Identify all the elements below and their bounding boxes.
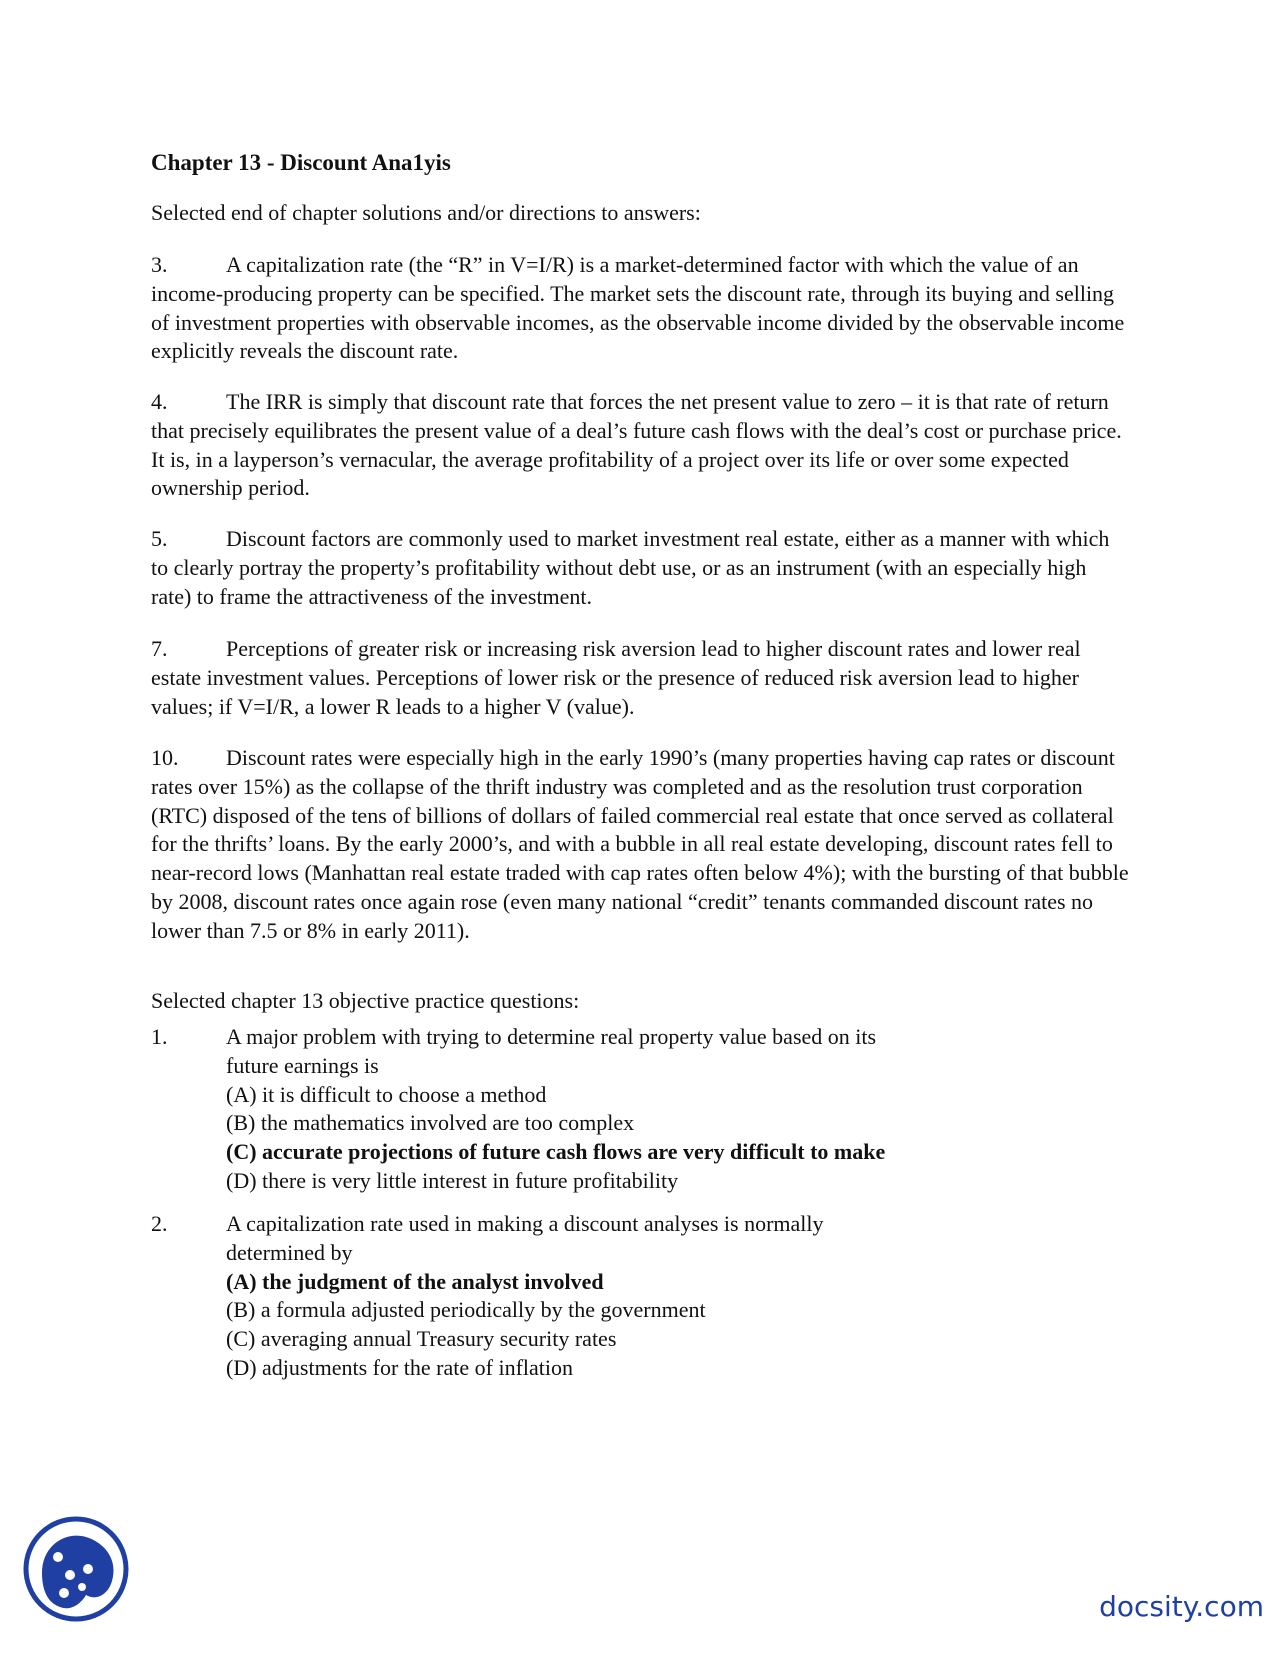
answer-option: (B) a formula adjusted periodically by the government <box>226 1297 706 1323</box>
answer-option: (A) it is difficult to choose a method <box>226 1081 547 1107</box>
answer-text: A capitalization rate (the “R” in V=I/R) is a market-determined factor with which the value of an income-producing property can be specified. The market sets the discount rate, through its buying and selling of investment properties with observable incomes, as the observable income divided by the observable income explicitly reveals the discount rate. <box>151 252 1125 364</box>
answer-number: 7. <box>151 636 168 661</box>
answer-number: 3. <box>151 252 168 277</box>
question-text: A capitalization rate used in making a discount analyses is normally determined by <box>226 1211 824 1265</box>
chapter-title: Chapter 13 - Discount Ana1yis <box>151 150 451 175</box>
answer-option: (D) there is very little interest in future profitability <box>226 1167 679 1193</box>
questions-intro: Selected chapter 13 objective practice questions: <box>151 988 580 1013</box>
docsity-brand-link[interactable]: docsity.com <box>1099 1590 1264 1623</box>
answer-item <box>151 744 1131 946</box>
answer-option: (B) the mathematics involved are too complex <box>226 1110 635 1136</box>
answer-number: 10. <box>151 745 179 770</box>
docsity-logo-icon <box>22 1515 130 1623</box>
question-number: 2. <box>151 1211 168 1236</box>
answer-item <box>151 525 1131 611</box>
solutions-intro: Selected end of chapter solutions and/or directions to answers: <box>151 200 701 225</box>
answer-item <box>151 388 1131 503</box>
answer-text: Discount rates were especially high in the early 1990’s (many properties having cap rates or discount rates over 15%) as the collapse of the thrift industry was completed and as the resolution trust corporation (RTC) disposed of the tens of billions of dollars of failed commercial real estate that once served as collateral for the thrifts’ loans. By the early 2000’s, and with a bubble in all real estate developing, discount rates fell to near-record lows (Manhattan real estate traded with cap rates often below 4%); with the bursting of that bubble by 2008, discount rates once again rose (even many national “credit” tenants commanded discount rates no lower than 7.5 or 8% in early 2011). <box>151 745 1129 943</box>
answer-item <box>151 635 1131 721</box>
question-text: A major problem with trying to determine real property value based on its future earnings is <box>226 1024 877 1078</box>
answer-number: 4. <box>151 389 168 414</box>
correct-answer-option: (C) accurate projections of future cash flows are very difficult to make <box>226 1139 886 1165</box>
question-item <box>151 1210 1131 1383</box>
correct-answer-option: (A) the judgment of the analyst involved <box>226 1268 604 1294</box>
answer-item <box>151 251 1131 366</box>
answer-text: Perceptions of greater risk or increasing risk aversion lead to higher discount rates and lower real estate investment values. Perceptions of lower risk or the presence of reduced risk aversion lead to higher values; if V=I/R, a lower R leads to a higher V (value). <box>151 636 1081 719</box>
question-number: 1. <box>151 1024 168 1049</box>
answer-option: (D) adjustments for the rate of inflation <box>226 1354 574 1380</box>
answer-option: (C) averaging annual Treasury security rates <box>226 1326 617 1352</box>
question-item <box>151 1023 1131 1196</box>
answer-text: Discount factors are commonly used to market investment real estate, either as a manner with which to clearly portray the property’s profitability without debt use, or as an instrument (with an especially high rate) to frame the attractiveness of the investment. <box>151 526 1110 609</box>
answer-number: 5. <box>151 526 168 551</box>
answer-text: The IRR is simply that discount rate that forces the net present value to zero – it is that rate of return that precisely equilibrates the present value of a deal’s future cash flows with the deal’s cost or purchase price. It is, in a layperson’s vernacular, the average profitability of a project over its life or over some expected ownership period. <box>151 389 1122 501</box>
